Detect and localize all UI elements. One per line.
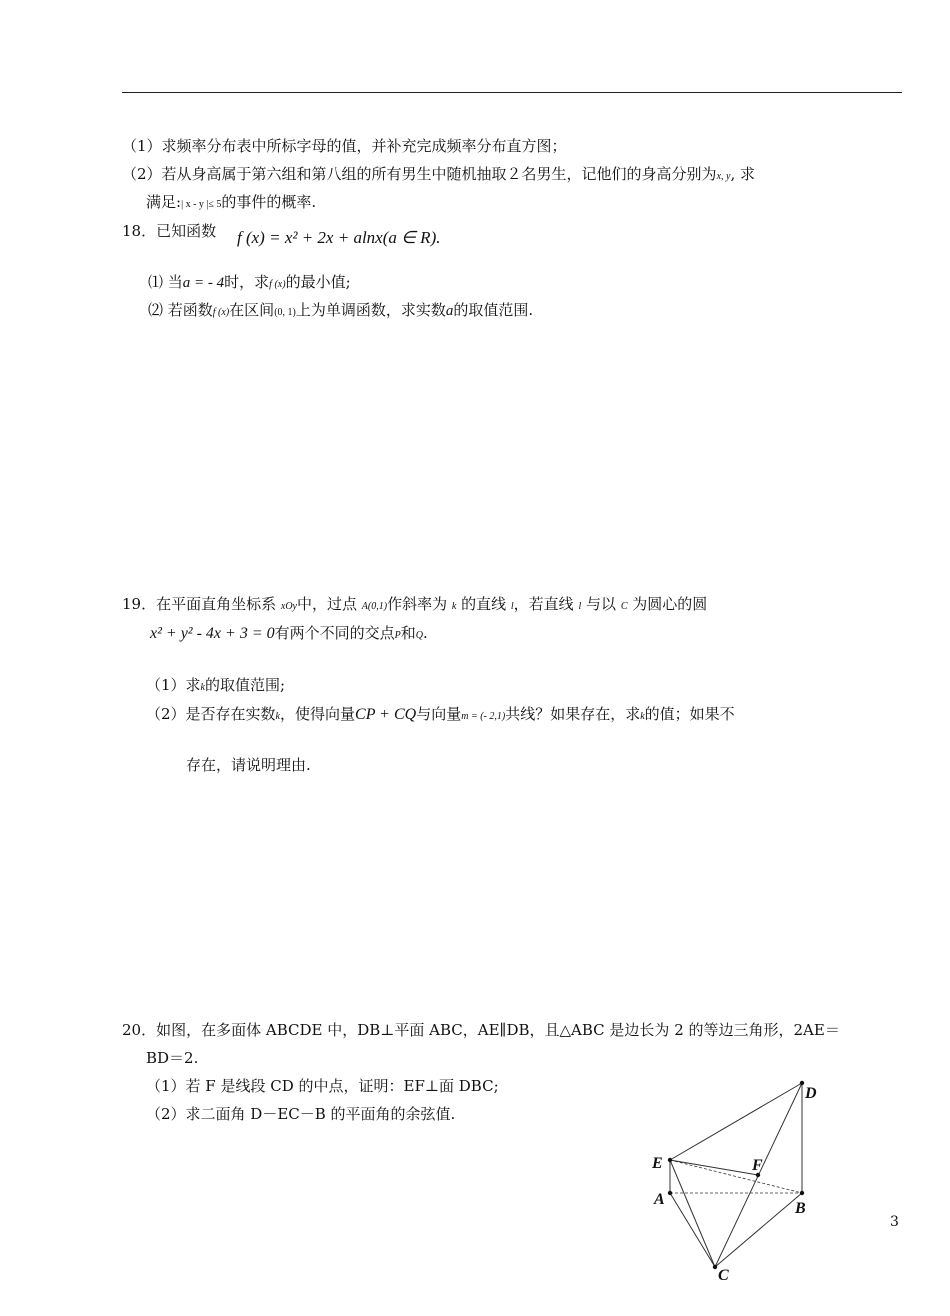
label-E: E [652, 1155, 663, 1172]
q17-part2-cont: 满足:| x - y |≤ 5的事件的概率. [146, 193, 317, 211]
edge-EC [670, 1160, 715, 1267]
label-F: F [752, 1157, 763, 1174]
q19-part1: （1）求k的取值范围; [146, 676, 286, 694]
edge-EF [670, 1160, 758, 1175]
label-B: B [795, 1200, 806, 1217]
q18-part2: ⑵ 若函数f (x)在区间(0, 1)上为单调函数，求实数a的取值范围. [148, 301, 534, 319]
q20-line2: BD＝2. [146, 1049, 199, 1067]
q19-part2: （2）是否存在实数k，使得向量CP + CQ与向量m = (- 2,1)共线？如果存在，求k的值；如果不 [146, 705, 735, 723]
point-A [668, 1191, 672, 1195]
edge-AC [670, 1193, 715, 1267]
page-number: 3 [890, 1214, 899, 1230]
q19-heading: 19．在平面直角坐标系 xOy中，过点 A(0,1)作斜率为 k 的直线 l，若直线 l 与以 C 为圆心的圆 [122, 595, 708, 613]
q20-part2: （2）求二面角 D－EC－B 的平面角的余弦值. [146, 1105, 456, 1123]
point-D [800, 1081, 804, 1085]
q18-part1: ⑴ 当a = - 4时，求f (x)的最小值; [148, 273, 351, 291]
edge-ED [670, 1083, 802, 1160]
label-C: C [718, 1267, 729, 1284]
q19-part2-cont: 存在，请说明理由. [186, 756, 311, 774]
q19-circle-line: x² + y² - 4x + 3 = 0有两个不同的交点P和Q. [150, 624, 428, 642]
header-rule [122, 92, 902, 93]
q20-line1: 20．如图，在多面体 ABCDE 中，DB⊥平面 ABC，AE∥DB，且△ABC 是边长为 2 的等边三角形，2AE＝ [122, 1021, 840, 1039]
polyhedron-figure [645, 1075, 845, 1285]
q17-part2: （2）若从身高属于第六组和第八组的所有男生中随机抽取２名男生，记他们的身高分别为x, y, 求 [122, 165, 755, 183]
q18-function: f (x) = x² + 2x + alnx(a ∈ R). [237, 228, 441, 247]
q20-part1: （1）若 F 是线段 CD 的中点，证明：EF⊥面 DBC; [146, 1077, 499, 1095]
q17-part1: （1）求频率分布表中所标字母的值，并补充完成频率分布直方图； [122, 137, 567, 155]
label-D: D [805, 1085, 817, 1102]
point-B [800, 1191, 804, 1195]
point-C [713, 1265, 717, 1269]
edge-EB-hidden [670, 1160, 802, 1193]
edge-BC [715, 1193, 802, 1267]
q18-heading: 18．已知函数 [122, 222, 217, 240]
label-A: A [654, 1191, 665, 1208]
point-E [668, 1158, 672, 1162]
